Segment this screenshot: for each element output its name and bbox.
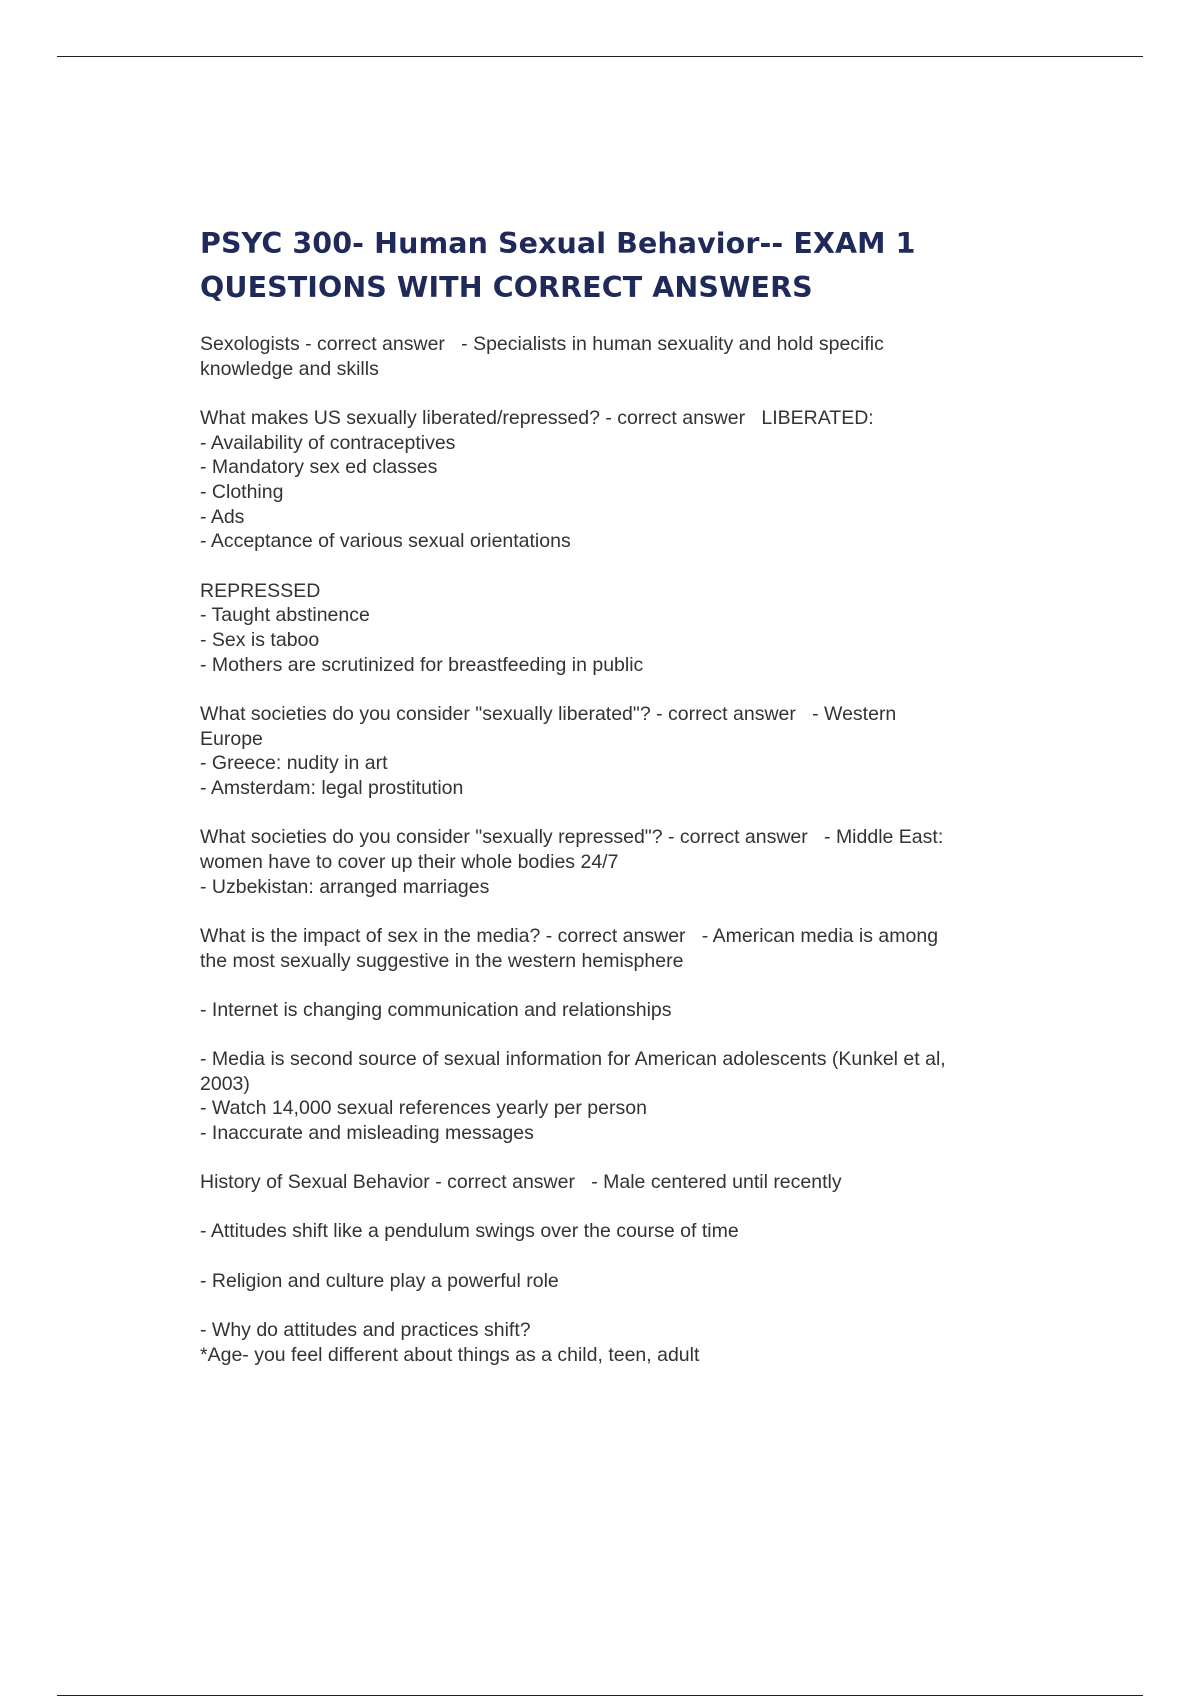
qa-block	[200, 924, 1030, 973]
text-line: - Inaccurate and misleading messages	[200, 1122, 534, 1145]
qa-block	[200, 998, 1030, 1023]
text-line: - Sex is taboo	[200, 629, 320, 652]
footer-rule	[57, 1695, 1143, 1696]
text-line: What is the impact of sex in the media? - correct answer - American media is among	[200, 924, 939, 947]
text-line: What societies do you consider "sexually repressed"? - correct answer - Middle East:	[200, 826, 944, 849]
title-line-1: PSYC 300- Human Sexual Behavior-- EXAM 1	[200, 227, 916, 260]
qa-block	[200, 1318, 1030, 1367]
text-line: History of Sexual Behavior - correct answer - Male centered until recently	[200, 1171, 842, 1194]
text-line: - Taught abstinence	[200, 604, 370, 627]
text-line: - Internet is changing communication and relationships	[200, 998, 672, 1021]
text-line: - Acceptance of various sexual orientations	[200, 530, 571, 553]
text-line: - Attitudes shift like a pendulum swings over the course of time	[200, 1220, 739, 1243]
qa-block	[200, 406, 1030, 554]
text-line: *Age- you feel different about things as a child, teen, adult	[200, 1343, 700, 1366]
text-line: - Media is second source of sexual information for American adolescents (Kunkel et al,	[200, 1047, 946, 1070]
header-rule	[57, 56, 1143, 57]
qa-block	[200, 702, 1030, 801]
text-line: - Amsterdam: legal prostitution	[200, 777, 464, 800]
text-line: - Mothers are scrutinized for breastfeeding in public	[200, 653, 644, 676]
text-line: knowledge and skills	[200, 357, 379, 380]
text-line: - Greece: nudity in art	[200, 752, 388, 775]
text-line: the most sexually suggestive in the western hemisphere	[200, 949, 684, 972]
text-line: - Mandatory sex ed classes	[200, 456, 438, 479]
text-line: 2003)	[200, 1072, 250, 1095]
qa-block	[200, 1047, 1030, 1146]
title-line-2: QUESTIONS WITH CORRECT ANSWERS	[200, 271, 813, 304]
text-line: REPRESSED	[200, 579, 321, 602]
text-line: - Ads	[200, 505, 245, 528]
text-line: - Watch 14,000 sexual references yearly per person	[200, 1097, 647, 1120]
text-line: - Religion and culture play a powerful role	[200, 1269, 559, 1292]
text-line: - Clothing	[200, 481, 284, 504]
qa-block	[200, 825, 1030, 899]
text-line: women have to cover up their whole bodies 24/7	[200, 850, 619, 873]
qa-block	[200, 1170, 1030, 1195]
text-line: Sexologists - correct answer - Specialists in human sexuality and hold specific	[200, 333, 884, 355]
qa-list	[200, 332, 1030, 1367]
text-line: - Availability of contraceptives	[200, 431, 456, 454]
qa-block	[200, 332, 1030, 381]
text-line: What makes US sexually liberated/repressed? - correct answer LIBERATED:	[200, 406, 874, 429]
qa-block	[200, 1219, 1030, 1244]
text-line: - Why do attitudes and practices shift?	[200, 1318, 531, 1341]
qa-block	[200, 1269, 1030, 1294]
text-line: Europe	[200, 727, 263, 750]
qa-block	[200, 579, 1030, 678]
text-line: - Uzbekistan: arranged marriages	[200, 875, 490, 898]
document-page	[200, 222, 1030, 1392]
document-title	[200, 222, 1030, 310]
text-line: What societies do you consider "sexually liberated"? - correct answer - Western	[200, 702, 897, 725]
